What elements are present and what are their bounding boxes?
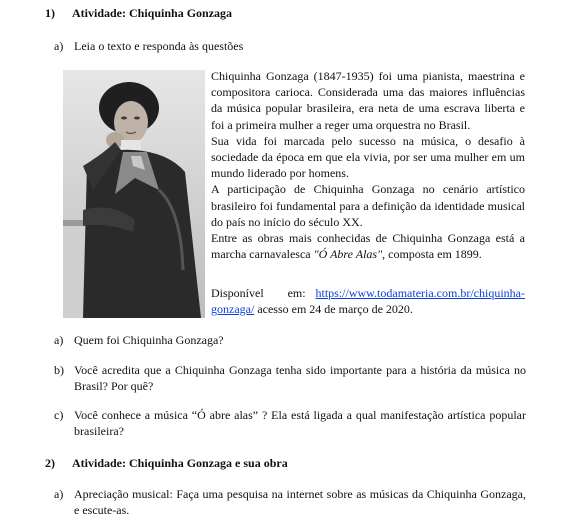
intro-marker: a) — [54, 39, 64, 53]
source-label: Disponível em: — [211, 286, 306, 300]
article-paragraph-4 — [211, 230, 525, 262]
source-access-date: acesso em 24 de março de 2020. — [254, 302, 413, 316]
article-paragraph-1: Chiquinha Gonzaga (1847-1935) foi uma pianista, maestrina e compositora carioca. Considerada uma das maiores influências da música popular brasileira, era neta de uma escrava liberta e foi a primeira mulher a reger uma orquestra no Brasil. — [211, 69, 525, 132]
question-a-marker: a) — [54, 333, 64, 347]
question-b-marker: b) — [54, 363, 64, 377]
article-paragraph-4-start: Entre as obras mais conhecidas de Chiquinha Gonzaga está a marcha carnavalesca — [211, 231, 525, 262]
article-text — [211, 68, 525, 262]
section-1-title: Atividade: Chiquinha Gonzaga — [72, 6, 233, 20]
portrait-image — [63, 70, 205, 318]
section-1-number: 1) — [45, 6, 55, 20]
section-2-item-a-marker: a) — [54, 487, 64, 501]
section-2-number: 2) — [45, 456, 55, 470]
source-link[interactable]: https://www.todamateria.com.br/chiquinha-gonzaga/ — [211, 286, 525, 316]
source-citation — [211, 285, 525, 317]
question-c-marker: c) — [54, 408, 64, 422]
question-b-text: Você acredita que a Chiquinha Gonzaga tenha sido importante para a história da música no Brasil? Por quê? — [74, 363, 526, 393]
article-paragraph-2: Sua vida foi marcada pelo sucesso na música, o desafio à sociedade da época em que ela vivia, por ser uma mulher em um mundo liderado por homens. — [211, 133, 525, 181]
section-2-title: Atividade: Chiquinha Gonzaga e sua obra — [72, 456, 288, 470]
article-paragraph-4-end: , composta em 1899. — [382, 247, 482, 262]
portrait-photo — [63, 70, 205, 318]
section-2-item-a-text: Apreciação musical: Faça uma pesquisa na internet sobre as músicas da Chiquinha Gonzaga, e escute-as. — [74, 487, 526, 517]
article-paragraph-3: A participação de Chiquinha Gonzaga no cenário artístico brasileiro foi fundamental para a definição da identidade musical do país no início do século XX. — [211, 182, 525, 229]
question-a-text: Quem foi Chiquinha Gonzaga? — [74, 333, 224, 347]
question-c-text: Você conhece a música “Ó abre alas” ? Ela está ligada a qual manifestação artística popular brasileira? — [74, 408, 526, 438]
article-song-title: "Ó Abre Alas" — [313, 247, 383, 262]
intro-text: Leia o texto e responda às questões — [74, 39, 244, 53]
